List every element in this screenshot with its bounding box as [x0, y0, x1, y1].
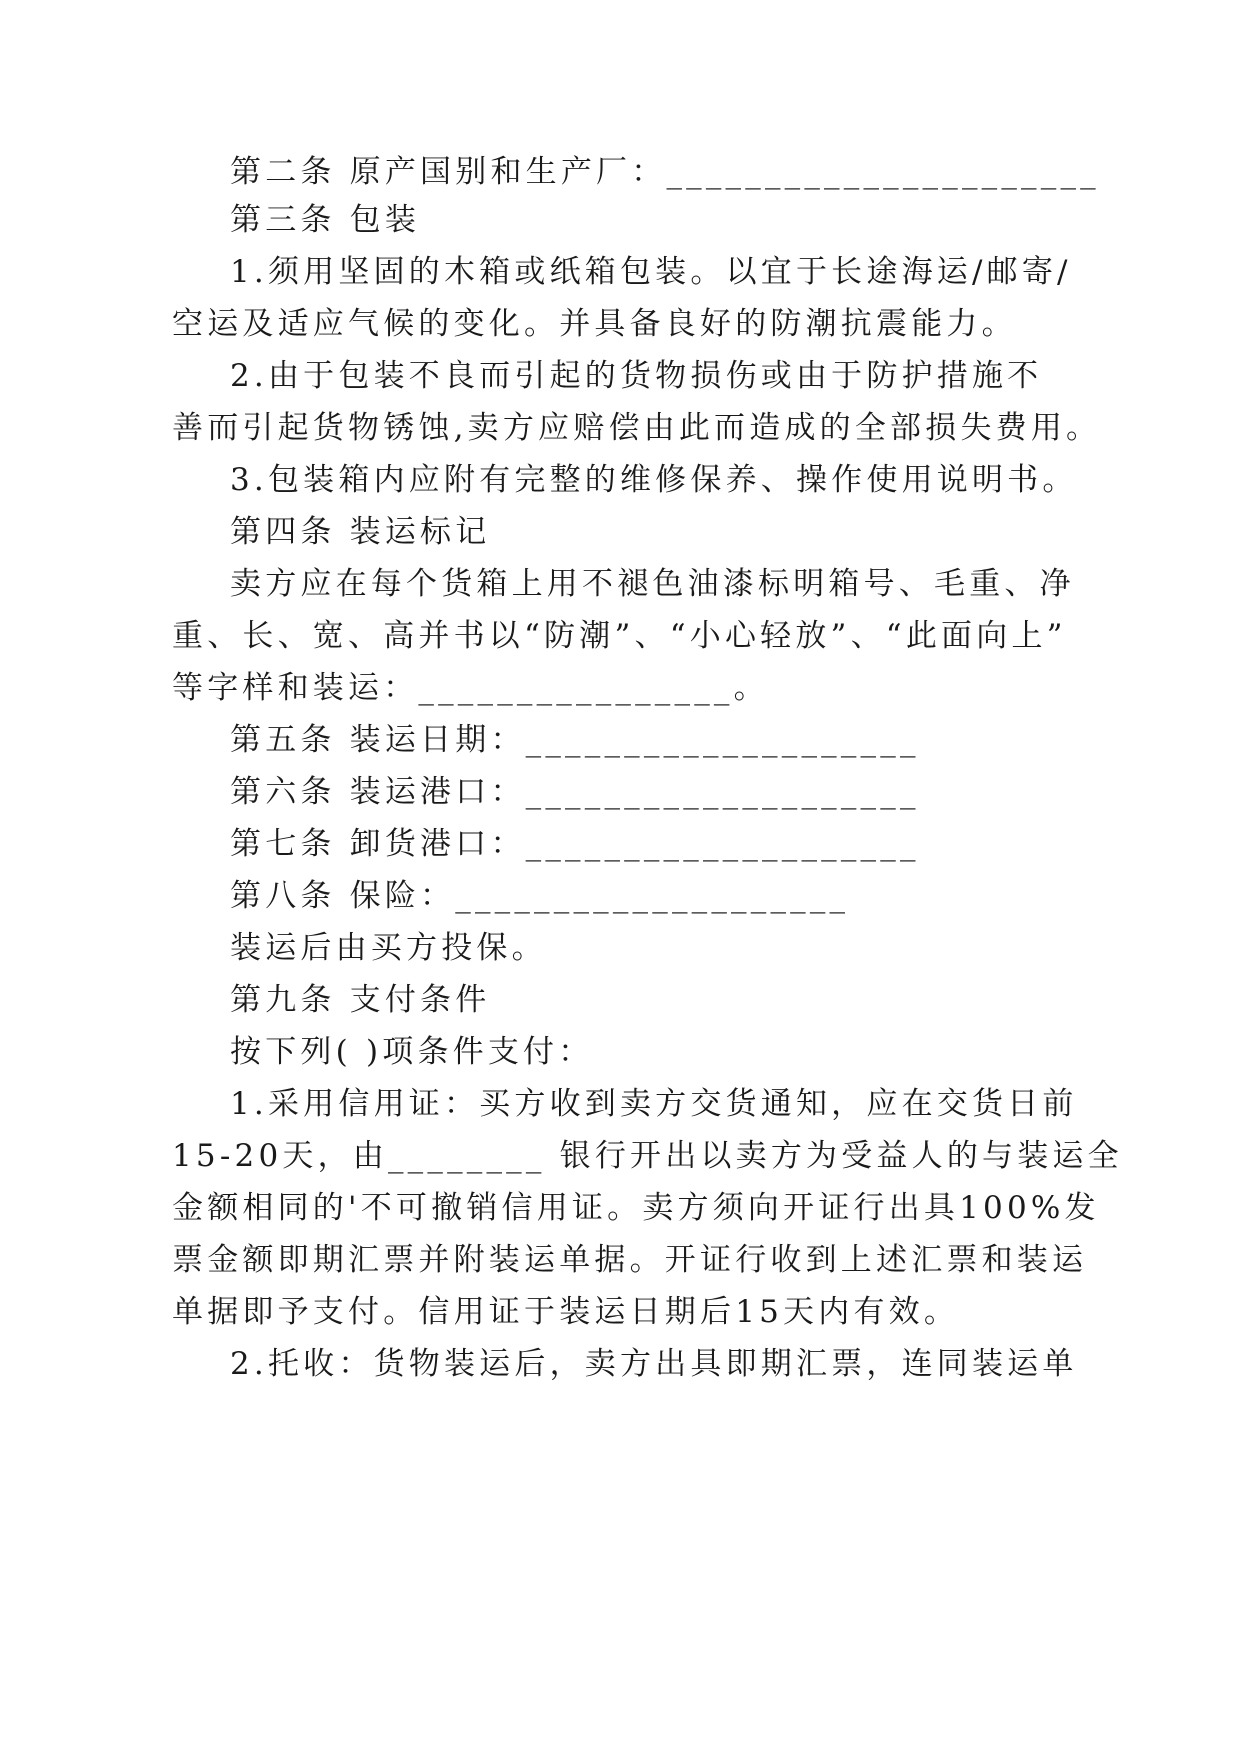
marking-text-line-1: 卖方应在每个货箱上用不褪色油漆标明箱号、毛重、净	[230, 566, 1075, 602]
article-2-origin: 第二条 原产国别和生产厂：______________________	[230, 154, 1100, 190]
payment-collection-line-1: 2.托收：货物装运后，卖方出具即期汇票，连同装运单	[230, 1346, 1078, 1382]
article-7-discharge-port: 第七条 卸货港口：____________________	[230, 826, 920, 862]
article-6-loading-port: 第六条 装运港口：____________________	[230, 774, 920, 810]
marking-text-line-3: 等字样和装运：________________。	[172, 670, 769, 706]
marking-text-line-2: 重、长、宽、高并书以“防潮”、“小心轻放”、“此面向上”	[172, 618, 1067, 654]
packing-clause-1-line-2: 空运及适应气候的变化。并具备良好的防潮抗震能力。	[172, 306, 1017, 342]
insurance-note: 装运后由买方投保。	[230, 930, 547, 966]
packing-clause-3: 3.包装箱内应附有完整的维修保养、操作使用说明书。	[230, 462, 1078, 498]
packing-clause-1-line-1: 1.须用坚固的木箱或纸箱包装。以宜于长途海运/邮寄/	[230, 254, 1072, 290]
payment-lc-line-3: 金额相同的'不可撤销信用证。卖方须向开证行出具100%发	[172, 1190, 1100, 1226]
article-8-insurance: 第八条 保险：____________________	[230, 878, 850, 914]
payment-lc-line-5: 单据即予支付。信用证于装运日期后15天内有效。	[172, 1294, 960, 1330]
article-5-shipment-date: 第五条 装运日期：____________________	[230, 722, 920, 758]
packing-clause-2-line-2: 善而引起货物锈蚀,卖方应赔偿由此而造成的全部损失费用。	[172, 410, 1102, 446]
payment-lc-line-2: 15-20天，由________ 银行开出以卖方为受益人的与装运全	[172, 1138, 1123, 1174]
payment-lc-line-4: 票金额即期汇票并附装运单据。开证行收到上述汇票和装运	[172, 1242, 1088, 1278]
payment-intro: 按下列( )项条件支付：	[230, 1034, 594, 1070]
packing-clause-2-line-1: 2.由于包装不良而引起的货物损伤或由于防护措施不	[230, 358, 1043, 394]
article-3-heading: 第三条 包装	[230, 202, 421, 238]
article-4-heading: 第四条 装运标记	[230, 514, 491, 550]
article-9-heading: 第九条 支付条件	[230, 982, 491, 1018]
payment-lc-line-1: 1.采用信用证：买方收到卖方交货通知，应在交货日前	[230, 1086, 1078, 1122]
